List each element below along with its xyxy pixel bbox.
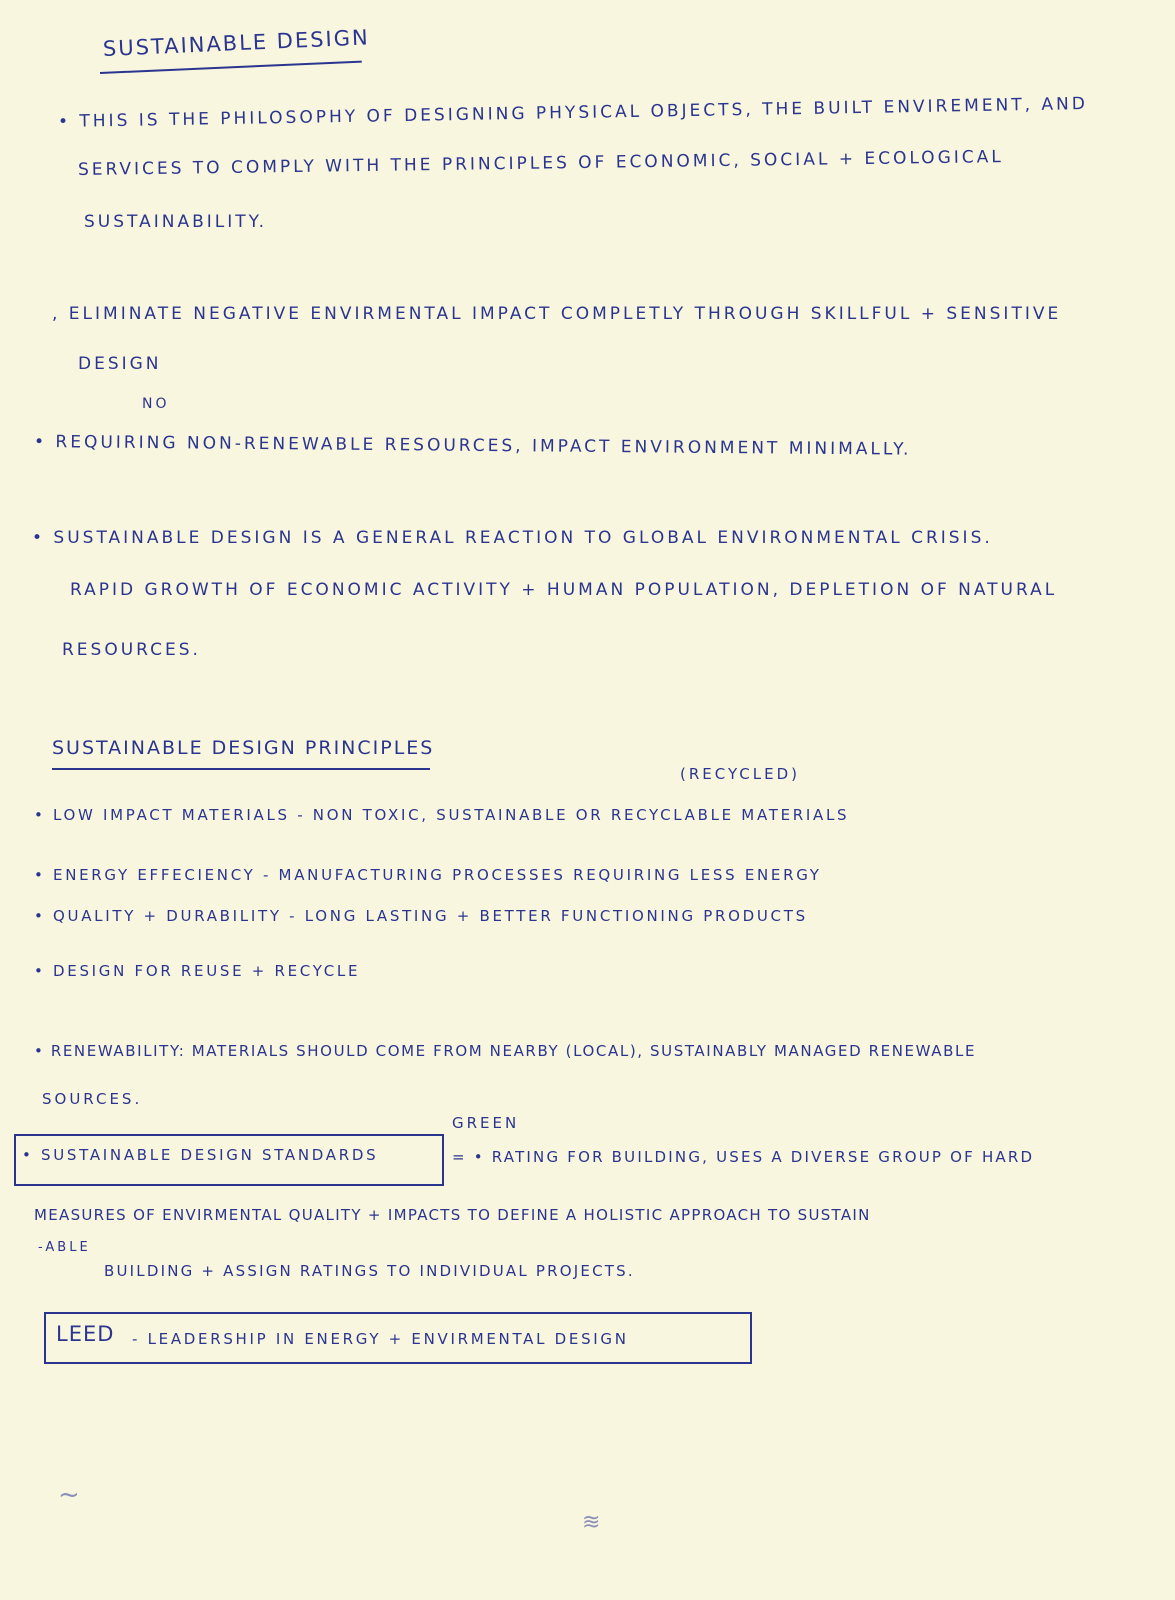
intro-line-2: SERVICES TO COMPLY WITH THE PRINCIPLES OF ECONOMIC, SOCIAL + ECOLOGICAL — [77, 147, 1004, 180]
renewability-line-2: SOURCES. — [42, 1090, 143, 1108]
standards-line-3: BUILDING + ASSIGN RATINGS TO INDIVIDUAL PROJECTS. — [104, 1262, 635, 1280]
principles-heading-underline — [52, 768, 430, 770]
reaction-line-2: RAPID GROWTH OF ECONOMIC ACTIVITY + HUMAN POPULATION, DEPLETION OF NATURAL — [70, 580, 1058, 600]
principles-heading: SUSTAINABLE DESIGN PRINCIPLES — [52, 737, 435, 759]
requiring-line: • REQUIRING NON-RENEWABLE RESOURCES, IMPACT ENVIRONMENT MINIMALLY. — [33, 432, 912, 460]
title-underline — [100, 61, 362, 74]
renewability-line-1: • RENEWABILITY: MATERIALS SHOULD COME FROM NEARBY (LOCAL), SUSTAINABLY MANAGED RENEWABLE — [34, 1042, 977, 1060]
leed-text: - LEADERSHIP IN ENERGY + ENVIRMENTAL DESIGN — [132, 1330, 629, 1348]
principle-3: • QUALITY + DURABILITY - LONG LASTING + BETTER FUNCTIONING PRODUCTS — [34, 907, 808, 925]
standards-box-label: • SUSTAINABLE DESIGN STANDARDS — [22, 1146, 379, 1164]
page-mark: ≋ — [582, 1510, 601, 1535]
standards-line-1: = • RATING FOR BUILDING, USES A DIVERSE GROUP OF HARD — [452, 1148, 1035, 1166]
reaction-line-3: RESOURCES. — [62, 640, 201, 660]
insertion-no: NO — [142, 396, 170, 412]
eliminate-line-2: DESIGN — [78, 354, 162, 374]
green-note: GREEN — [452, 1114, 520, 1132]
recycled-note: (RECYCLED) — [680, 765, 801, 783]
intro-line-1: • THIS IS THE PHILOSOPHY OF DESIGNING PHYSICAL OBJECTS, THE BUILT ENVIREMENT, AND — [57, 94, 1089, 132]
page-title: SUSTAINABLE DESIGN — [102, 25, 371, 61]
reaction-line-1: • SUSTAINABLE DESIGN IS A GENERAL REACTION TO GLOBAL ENVIRONMENTAL CRISIS. — [32, 528, 993, 548]
ink-smudge: ~ — [58, 1480, 80, 1510]
intro-line-3: SUSTAINABILITY. — [84, 212, 267, 232]
standards-line-2: MEASURES OF ENVIRMENTAL QUALITY + IMPACTS TO DEFINE A HOLISTIC APPROACH TO SUSTAIN — [34, 1206, 871, 1224]
eliminate-line-1: , ELIMINATE NEGATIVE ENVIRMENTAL IMPACT COMPLETLY THROUGH SKILLFUL + SENSITIVE — [52, 304, 1062, 324]
principle-2: • ENERGY EFFECIENCY - MANUFACTURING PROCESSES REQUIRING LESS ENERGY — [34, 866, 822, 884]
able-note: -ABLE — [38, 1240, 91, 1255]
principle-1: • LOW IMPACT MATERIALS - NON TOXIC, SUSTAINABLE OR RECYCLABLE MATERIALS — [34, 806, 850, 824]
leed-acronym: LEED — [56, 1322, 115, 1346]
principle-4: • DESIGN FOR REUSE + RECYCLE — [34, 962, 361, 980]
